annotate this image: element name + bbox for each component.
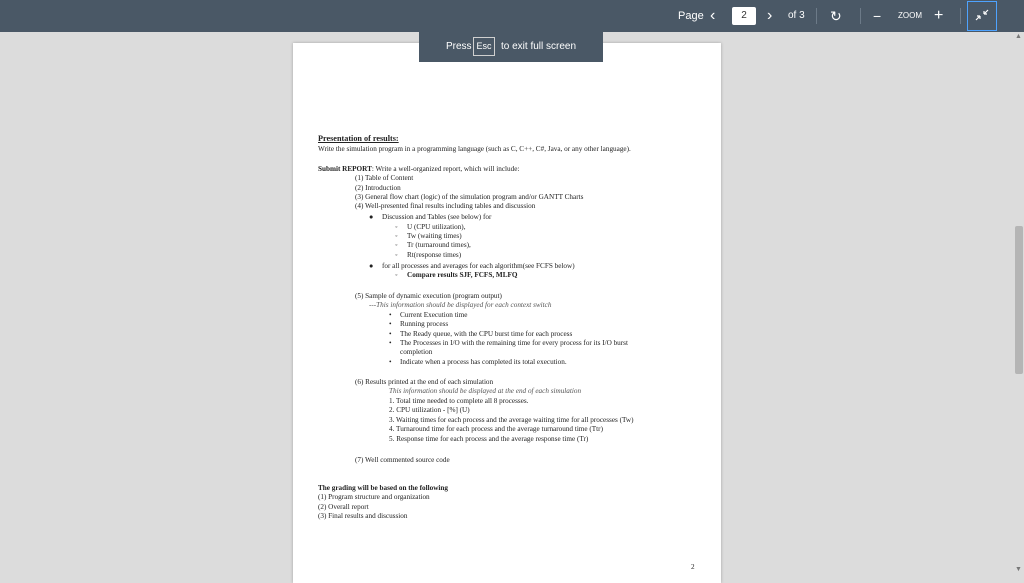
results-item: 1. Total time needed to complete all 8 processes. [389, 397, 529, 405]
toolbar-divider [960, 8, 961, 24]
results-heading: Presentation of results: [318, 134, 399, 143]
previous-page-icon[interactable]: ‹ [710, 7, 716, 24]
exit-fullscreen-button[interactable] [967, 1, 997, 31]
zoom-label: ZOOM [898, 11, 922, 20]
results-note: This information should be displayed at the end of each simulation [389, 387, 582, 395]
results-item: 5. Response time for each process and the average response time (Tr) [389, 435, 589, 443]
bullet-icon: • [389, 320, 392, 328]
sample-bullet: Running process [400, 320, 449, 328]
bullet-icon: ● [369, 262, 374, 270]
next-page-icon[interactable]: › [767, 7, 773, 24]
grading-item: (2) Overall report [318, 503, 369, 511]
results-item: 4. Turnaround time for each process and the average turnaround time (Ttr) [389, 425, 603, 433]
rotate-icon[interactable]: ↻ [830, 8, 842, 24]
sample-bullet: Current Execution time [400, 311, 468, 319]
page-number: 2 [691, 563, 695, 571]
discussion-bullet: Discussion and Tables (see below) for [382, 213, 492, 221]
toolbar-divider [816, 8, 817, 24]
sample-heading: (5) Sample of dynamic execution (program output) [355, 292, 502, 300]
bullet-icon: • [389, 339, 392, 347]
circle-bullet-icon: ◦ [395, 223, 398, 231]
results-item: 2. CPU utilization - [%] (U) [389, 406, 470, 414]
metric-item: Rt(response times) [407, 251, 462, 259]
toast-message: to exit full screen [501, 41, 577, 52]
bullet-icon: • [389, 330, 392, 338]
report-item: (1) Table of Content [355, 174, 414, 182]
fullscreen-toast [419, 31, 603, 62]
sample-note: ---This information should be displayed for each context switch [369, 301, 552, 309]
exit-fullscreen-icon [968, 2, 996, 30]
scroll-down-arrow-icon[interactable]: ▼ [1015, 566, 1022, 573]
metric-item: Tw (waiting times) [407, 232, 462, 240]
bullet-icon: • [389, 358, 392, 366]
results-item: 3. Waiting times for each process and the average waiting time for all processes (Tw) [389, 416, 634, 424]
toast-press-text: Press [446, 41, 472, 52]
report-heading: Submit REPORT: Write a well-organized report, which will include: [318, 165, 520, 173]
page-number-input[interactable]: 2 [732, 7, 756, 25]
viewer-toolbar [0, 0, 1024, 32]
grading-item: (1) Program structure and organization [318, 493, 430, 501]
zoom-in-icon[interactable]: + [934, 7, 944, 24]
metric-item: Tr (turnaround times), [407, 241, 471, 249]
report-item: (4) Well-presented final results including tables and discussion [355, 202, 536, 210]
sample-bullet: The Processes in I/O with the remaining time for every process for its I/O burst [400, 339, 628, 347]
results-printed-heading: (6) Results printed at the end of each simulation [355, 378, 494, 386]
zoom-out-icon[interactable]: − [873, 8, 882, 24]
total-pages: of 3 [788, 10, 805, 21]
scroll-up-arrow-icon[interactable]: ▲ [1015, 33, 1022, 40]
toolbar-divider [860, 8, 861, 24]
report-item: (3) General flow chart (logic) of the simulation program and/or GANTT Charts [355, 193, 584, 201]
circle-bullet-icon: ◦ [395, 241, 398, 249]
page-label: Page [678, 10, 704, 22]
bullet-icon: • [389, 311, 392, 319]
intro-text: Write the simulation program in a programming language (such as C, C++, C#, Java, or any other language). [318, 145, 631, 153]
circle-bullet-icon: ◦ [395, 271, 398, 279]
grading-item: (3) Final results and discussion [318, 512, 408, 520]
bullet-icon: ● [369, 213, 374, 221]
metric-item: U (CPU utilization), [407, 223, 466, 231]
source-code-item: (7) Well commented source code [355, 456, 450, 464]
scrollbar-thumb[interactable] [1015, 226, 1023, 374]
sample-bullet: The Ready queue, with the CPU burst time for each process [400, 330, 573, 338]
sample-bullet: Indicate when a process has completed its total execution. [400, 358, 567, 366]
all-processes-bullet: for all processes and averages for each algorithm(see FCFS below) [382, 262, 575, 270]
esc-key-badge: Esc [473, 37, 495, 56]
document-page [293, 43, 721, 583]
grading-heading: The grading will be based on the following [318, 484, 448, 492]
circle-bullet-icon: ◦ [395, 232, 398, 240]
compare-results: Compare results SJF, FCFS, MLFQ [407, 271, 518, 279]
report-item: (2) Introduction [355, 184, 401, 192]
sample-bullet-continuation: completion [400, 348, 433, 356]
circle-bullet-icon: ◦ [395, 251, 398, 259]
